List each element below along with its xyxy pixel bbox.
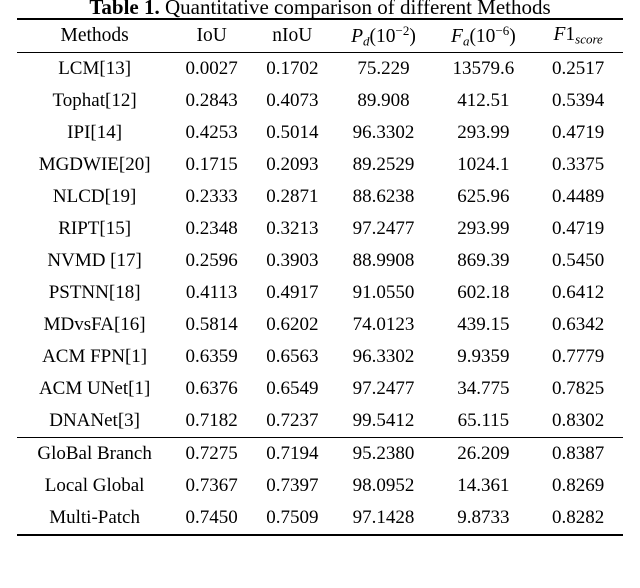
- table-row: [17, 438, 623, 471]
- cell-fa: 34.775: [457, 378, 510, 399]
- cell-methods: IPI[14]: [67, 122, 123, 143]
- cell-f1: 0.6412: [552, 282, 605, 303]
- caption-text: Quantitative comparison of different Methods: [159, 0, 551, 19]
- cell-pd: 98.0952: [352, 475, 415, 496]
- table-body: [17, 53, 623, 536]
- cell-f1: 0.8387: [533, 438, 623, 471]
- cell-fa: 1024.1: [457, 154, 510, 175]
- cell-methods: NLCD[19]: [52, 186, 137, 207]
- cell-niou: 0.7237: [266, 410, 319, 431]
- cell-iou: 0.2333: [185, 186, 238, 207]
- cell-fa: 439.15: [457, 314, 510, 335]
- cell-f1: 0.8282: [533, 502, 623, 535]
- table-row: [17, 373, 623, 405]
- cell-fa: 625.96: [457, 186, 510, 207]
- table-row: [17, 470, 623, 502]
- cell-methods: LCM[13]: [17, 53, 172, 86]
- cell-niou: 0.3213: [266, 218, 319, 239]
- table-row: [17, 213, 623, 245]
- cell-iou: 0.2843: [185, 90, 238, 111]
- cell-niou: 0.6563: [266, 346, 319, 367]
- cell-methods: MDvsFA[16]: [43, 314, 146, 335]
- cell-f1: 0.6342: [552, 314, 605, 335]
- cell-f1: 0.7825: [552, 378, 605, 399]
- cell-f1: 0.4719: [552, 218, 605, 239]
- cell-iou: 0.2348: [185, 218, 238, 239]
- cell-fa: 602.18: [457, 282, 510, 303]
- caption-label: Table 1.: [89, 0, 160, 19]
- cell-fa: 65.115: [457, 410, 510, 431]
- cell-iou: 0.6376: [185, 378, 238, 399]
- cell-fa: 26.209: [433, 438, 533, 471]
- cell-pd: 97.1428: [334, 502, 434, 535]
- cell-pd: 89.2529: [352, 154, 415, 175]
- cell-iou: 0.4253: [185, 122, 238, 143]
- cell-pd: 88.9908: [352, 250, 415, 271]
- table-row: [17, 277, 623, 309]
- cell-pd: 97.2477: [352, 378, 415, 399]
- header-row: [17, 19, 623, 53]
- cell-pd: 75.229: [334, 53, 434, 86]
- cell-iou: 0.7367: [185, 475, 238, 496]
- cell-iou: 0.0027: [172, 53, 251, 86]
- cell-fa: 293.99: [457, 122, 510, 143]
- table-row: [17, 405, 623, 438]
- cell-f1: 0.5394: [552, 90, 605, 111]
- table-row: [17, 309, 623, 341]
- cell-fa: 9.9359: [457, 346, 510, 367]
- cell-f1: 0.8269: [552, 475, 605, 496]
- cell-niou: 0.4917: [266, 282, 319, 303]
- cell-methods: Tophat[12]: [52, 90, 137, 111]
- table-row: [17, 85, 623, 117]
- cell-fa: 13579.6: [433, 53, 533, 86]
- col-header-fa: $F_a(10^{-6})$: [433, 19, 533, 53]
- cell-f1: 0.8302: [552, 410, 605, 431]
- cell-fa: 869.39: [457, 250, 510, 271]
- cell-pd: 99.5412: [352, 410, 415, 431]
- table-row: [17, 341, 623, 373]
- cell-niou: 0.7397: [266, 475, 319, 496]
- cell-pd: 96.3302: [352, 346, 415, 367]
- cell-pd: 91.0550: [352, 282, 415, 303]
- cell-fa: 9.8733: [433, 502, 533, 535]
- col-header-iou: IoU: [172, 19, 251, 53]
- cell-methods: NVMD [17]: [47, 250, 142, 271]
- cell-niou: 0.6549: [266, 378, 319, 399]
- cell-pd: 95.2380: [334, 438, 434, 471]
- cell-fa: 14.361: [457, 475, 510, 496]
- cell-pd: 96.3302: [352, 122, 415, 143]
- cell-iou: 0.1715: [185, 154, 238, 175]
- cell-pd: 97.2477: [352, 218, 415, 239]
- cell-f1: 0.4489: [552, 186, 605, 207]
- cell-methods: ACM UNet[1]: [38, 378, 151, 399]
- col-header-niou: nIoU: [251, 19, 333, 53]
- cell-f1: 0.3375: [552, 154, 605, 175]
- cell-methods: PSTNN[18]: [48, 282, 141, 303]
- cell-f1: 0.2517: [533, 53, 623, 86]
- cell-niou: 0.5014: [266, 122, 319, 143]
- col-header-f1: $F1_{score}$: [533, 19, 623, 53]
- table-row: [17, 53, 623, 86]
- cell-pd: 88.6238: [352, 186, 415, 207]
- cell-methods: MGDWIE[20]: [38, 154, 151, 175]
- cell-niou: 0.7509: [251, 502, 333, 535]
- cell-niou: 0.2093: [266, 154, 319, 175]
- cell-pd: 89.908: [357, 90, 410, 111]
- table-row: [17, 502, 623, 535]
- cell-iou: 0.6359: [185, 346, 238, 367]
- cell-iou: 0.2596: [185, 250, 238, 271]
- cell-iou: 0.4113: [185, 282, 238, 303]
- table-row: [17, 117, 623, 149]
- cell-niou: 0.1702: [251, 53, 333, 86]
- table-row: [17, 245, 623, 277]
- table-header: [17, 19, 623, 53]
- col-header-pd: $P_d(10^{-2})$: [334, 19, 434, 53]
- table-caption: [0, 0, 640, 20]
- cell-f1: 0.4719: [552, 122, 605, 143]
- cell-methods: DNANet[3]: [49, 410, 140, 431]
- cell-methods: Multi-Patch: [17, 502, 172, 535]
- cell-iou: 0.7275: [172, 438, 251, 471]
- cell-niou: 0.2871: [266, 186, 319, 207]
- quantitative-comparison-table: [17, 18, 623, 536]
- cell-pd: 74.0123: [352, 314, 415, 335]
- cell-iou: 0.7450: [172, 502, 251, 535]
- table-row: [17, 149, 623, 181]
- col-header-methods: Methods: [17, 19, 172, 53]
- cell-niou: 0.7194: [251, 438, 333, 471]
- table-row: [17, 181, 623, 213]
- cell-niou: 0.3903: [266, 250, 319, 271]
- cell-fa: 412.51: [457, 90, 510, 111]
- cell-niou: 0.6202: [266, 314, 319, 335]
- cell-methods: Local Global: [44, 475, 145, 496]
- cell-methods: RIPT[15]: [58, 218, 132, 239]
- cell-iou: 0.5814: [185, 314, 238, 335]
- cell-f1: 0.5450: [552, 250, 605, 271]
- cell-fa: 293.99: [457, 218, 510, 239]
- cell-methods: ACM FPN[1]: [42, 346, 148, 367]
- cell-methods: GloBal Branch: [17, 438, 172, 471]
- cell-f1: 0.7779: [552, 346, 605, 367]
- cell-iou: 0.7182: [185, 410, 238, 431]
- cell-niou: 0.4073: [266, 90, 319, 111]
